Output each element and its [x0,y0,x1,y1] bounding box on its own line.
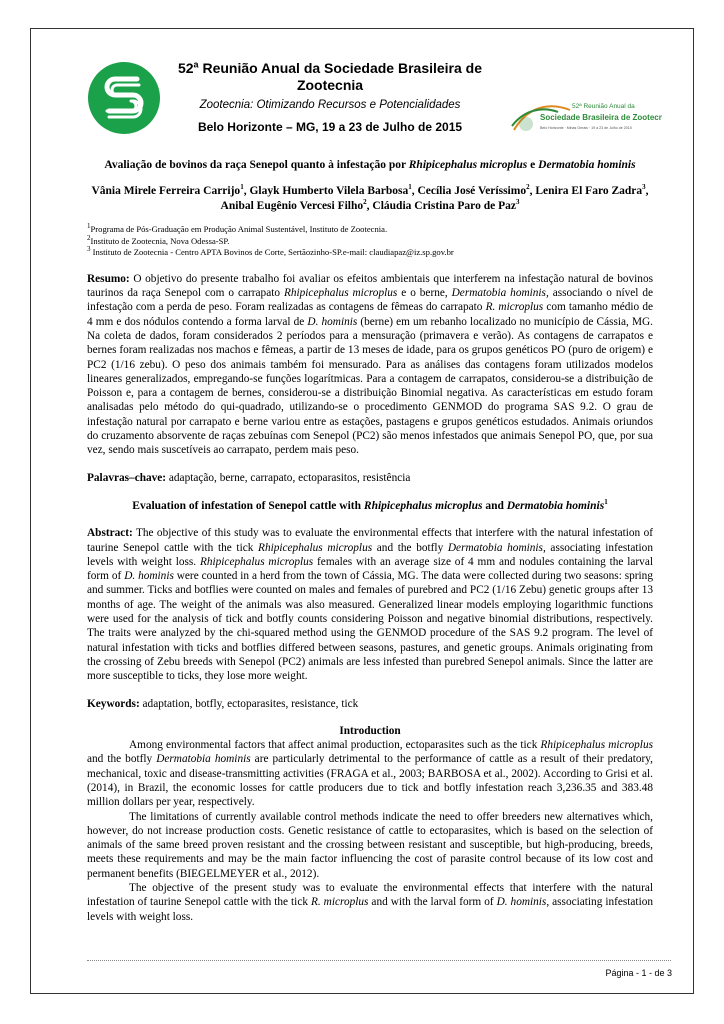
introduction-heading: Introduction [339,724,401,737]
abstract: Abstract: The objective of this study was to evaluate the environmental effects that interfere with the natural infestation of taurine Senepol cattle with the tick Rhipicephalus microplus and the botfly Dermatobia hominis, associating infestation levels with weight loss. Rhipicephalus microplus females with an average size of 4 mm and nodules containing the larval form of D. hominis were counted in a herd from the town of Cássia, MG. The data were collected during two seasons: spring and summer. Ticks and botflies were counted on males and females of purebred and PC2 (1/16 Zebu) genetic groups after 13 months of age. The weight of the animals was also measured. Generalized linear models employing logarithmic functions were used for the analysis of tick and botfly counts considering Poisson and negative binomial distributions, respectively. The traits were analyzed by the chi-squared method using the GENMOD procedure of the SAS 9.2 program. The level of natural infestation with ticks and botflies differed between seasons, pastures, and genetic groups. Animals originating from the crossing of Zebu breeds with Senepol (PC2) animals are less infested than purebred Senepol animals. Since the latter are more susceptible to ticks, they lose more weight. [87,527,653,683]
intro-paragraph-2: The limitations of currently available control methods indicate the need to offer breeders new alternatives which, however, do not increase production costs. Genetic resistance of cattle to ectoparasites, which is based on the selection of animals of the same breed proven resistant and the crossing between resistant and susceptible, but high-producing, breeds, meets these requirements and may be the main factor influencing the cost of parasite control because of its low cost and permanent benefits (BIEGELMEYER et al., 2012). [87,810,653,880]
conference-place: Belo Horizonte – MG, 19 a 23 de Julho de 2015 [197,120,463,134]
author-list [87,184,653,214]
paper-title-en: Evaluation of infestation of Senepol cattle with Rhipicephalus microplus and Dermatobia hominis$^1$ [132,498,608,512]
reuniao-logo [510,96,662,140]
author: Glayk Humberto Vilela Barbosa$^1$, [249,183,418,198]
affiliations [87,224,653,259]
affiliation: $^3$ Instituto de Zootecnia - Centro APTA Bovinos de Corte, Sertãozinho-SP.e-mail: claudiapaz@iz.sp.gov.br [87,245,454,258]
logo-line2: Sociedade Brasileira de Zootecnia [540,113,662,122]
footer-divider [87,960,671,961]
logo-line1: 52ª Reunião Anual da [572,103,635,110]
author: Cecília José Veríssimo$^2$, [417,183,536,198]
conference-title: 52$^a$ Reunião Anual da Sociedade Brasileira de Zootecnia [177,59,483,93]
page-number: Página - 1 - de 3 [605,968,672,978]
reuniao-logo-icon [510,96,662,140]
keywords: Keywords: adaptation, botfly, ectoparasites, resistance, tick [87,697,359,710]
palavras-chave: Palavras–chave: adaptação, berne, carrapato, ectoparasitos, resistência [87,471,411,484]
logo-line3: Belo Horizonte · Minas Gerais · 19 a 23 de Julho de 2015 [540,126,632,130]
paper-title-pt: Avaliação de bovinos da raça Senepol quanto à infestação por Rhipicephalus microplus e Dermatobia hominis [104,159,636,171]
paper-body [87,158,653,924]
conference-theme: Zootecnia: Otimizando Recursos e Potencialidades [199,99,461,111]
author: Cláudia Cristina Paro de Paz$^3$ [372,198,520,213]
author: Lenira El Faro Zadra$^3$, [535,183,649,198]
author: Vânia Mirele Ferreira Carrijo$^1$, [91,183,250,198]
author: Anibal Eugênio Vercesi Filho$^2$, [220,198,373,213]
sbz-logo-icon [87,61,161,135]
affiliation: $^2$Instituto de Zootecnia, Nova Odessa-SP. [87,233,230,246]
intro-paragraph-3: The objective of the present study was to evaluate the environmental effects that interfere with the natural infestation of taurine Senepol cattle with the tick R. microplus and with the larval form of D. hominis, associating infestation levels with weight loss. [87,882,654,923]
affiliation: $^1$Programa de Pós-Graduação em Produção Animal Sustentável, Instituto de Zootecnia. [87,222,388,235]
resumo: Resumo: O objetivo do presente trabalho foi avaliar os efeitos ambientais que interferem na infestação natural de bovinos taurinos da raça Senepol com o carrapato Rhipicephalus microplus e o berne, Dermatobia hominis, associando o nível de infestação com a perda de peso. Foram realizadas as contagens de fêmeas do carrapato R. microplus com tamanho médio de 4 mm e dos nódulos contendo a forma larval de D. hominis (berne) em um rebanho localizado no município de Cássia, MG. Na coleta de dados, foram considerados 2 períodos para a mensuração (primavera e verão). As contagens de carrapatos e bernes foram realizadas nos machos e fêmeas, a partir de 13 meses de idade, para os grupos genéticos PO (puro de origem) e PC2 (1/16 zebu). O peso dos animais também foi mensurado. Para as análises das contagens foram utilizados modelos lineares generalizados, empregando-se funções logarítmicas. Para a contagem de carrapatos, considerou-se a distribuição de Poisson e, para a contagem de bernes, considerou-se a distribuição Binomial negativa. As características em estudo foram analisadas pelo método do qui-quadrado, utilizando-se o procedimento GENMOD do programa SAS 9.2. O grau de infestação natural por carrapato e berne variou entre as estações, pastagens e grupos genéticos estudados. Animais oriundos do cruzamento absorvente de raças zebuínas com Senepol (PC2) são menos infestados que animais Senepol PO, que, por sua vez, sendo mais suscetíveis ao carrapato, perdem mais peso. [87,272,654,457]
intro-paragraph-1: Among environmental factors that affect animal production, ectoparasites such as the tick Rhipicephalus microplus and the botfly Dermatobia hominis are particularly detrimental to the performance of cattle as a result of their predatory, mechanical, toxic and disease-transmitting activities (FRAGA et al., 2003; BARBOSA et al., 2002). According to Grisi et al. (2014), in Brazil, the economic losses for cattle producers due to tick and botfly infestation reach 3,236.35 and 383.48 million dollars per year, respectively. [87,739,653,809]
